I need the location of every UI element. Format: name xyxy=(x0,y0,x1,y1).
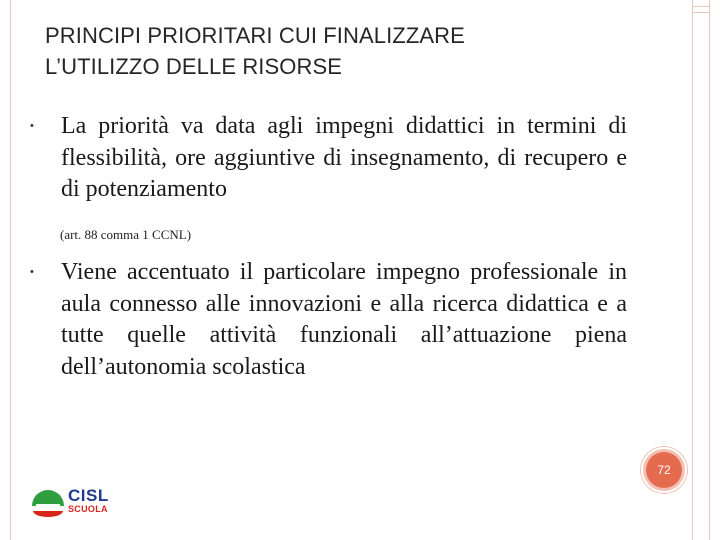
logo-name: CISL xyxy=(68,486,109,505)
title-line-2: L’UTILIZZO DELLE RISORSE xyxy=(45,54,343,79)
page-number-badge xyxy=(641,447,687,493)
left-border-line xyxy=(10,0,11,540)
cisl-scuola-logo xyxy=(30,484,130,524)
page-number: 72 xyxy=(657,463,671,477)
bullet-marker-2: • xyxy=(30,266,34,278)
title-line-1: PRINCIPI PRIORITARI CUI FINALIZZARE xyxy=(45,23,465,48)
slide-title xyxy=(45,20,645,82)
reference-note: (art. 88 comma 1 CCNL) xyxy=(60,227,192,242)
right-border-frame xyxy=(692,0,710,540)
bullet-marker-1: • xyxy=(30,120,34,132)
bullet-text-1: La priorità va data agli impegni didattici in termini di flessibilità, ore aggiuntive di insegnamento, di recupero e di potenziamento xyxy=(61,113,627,202)
logo-subname: SCUOLA xyxy=(68,504,108,514)
cisl-emblem-icon xyxy=(30,484,66,520)
bullet-text-2: Viene accentuato il particolare impegno professionale in aula connesso alle innovazioni e alla ricerca didattica e a tutte quelle attività funzionali all’attuazione piena dell’autonomia scolastica xyxy=(61,259,627,380)
